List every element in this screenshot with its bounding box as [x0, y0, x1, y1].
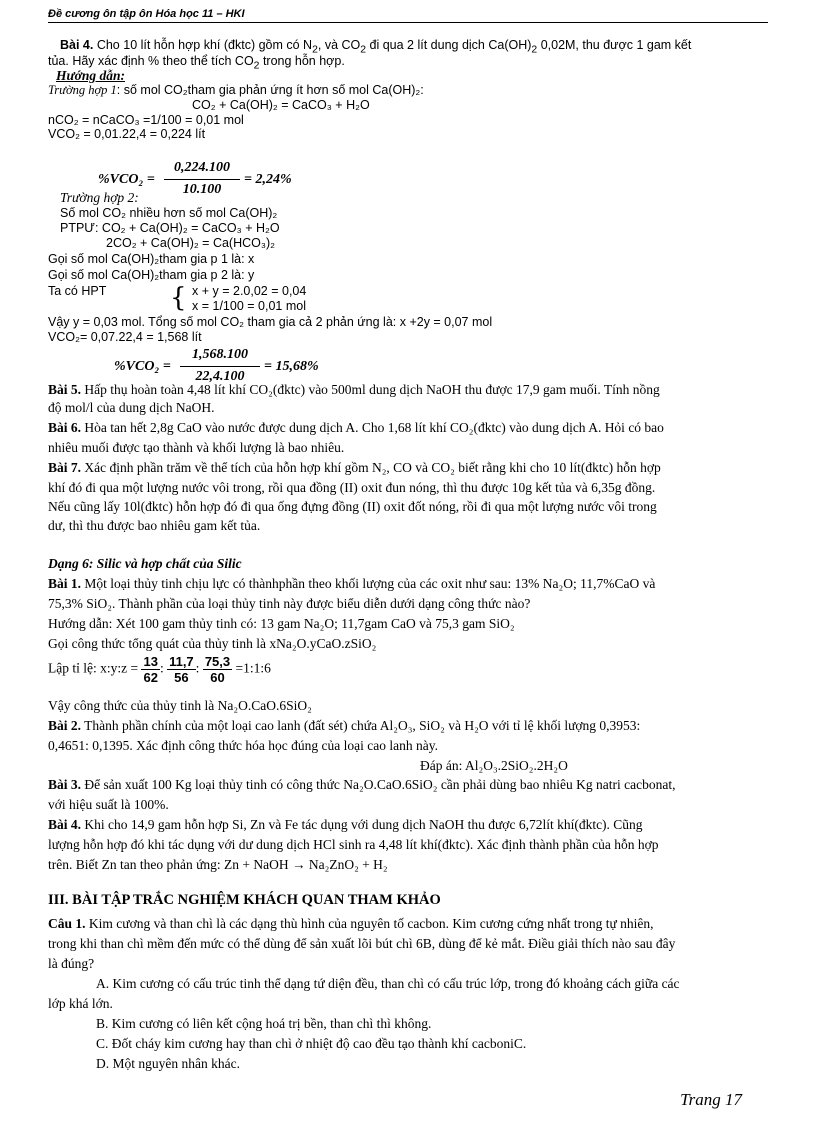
th2-percent-formula: [114, 347, 319, 387]
cau1-line3: là đúng?: [48, 956, 95, 971]
bai5-line2: độ mol/l của dung dịch NaOH.: [48, 400, 215, 415]
bai7-line1: [48, 460, 661, 475]
si-bai4-line1: [48, 817, 643, 832]
cau1-option-a: A. Kim cương có cấu trúc tinh thể dạng tứ diện đều, than chì có cấu trúc lớp, trong đó khoảng cách giữa các: [96, 976, 680, 991]
numerator: 75,3: [204, 654, 231, 669]
formula-result: = 15,68%: [264, 359, 319, 374]
bai4-text: , và CO: [317, 38, 361, 52]
cau1-line1: [48, 916, 654, 931]
si-bai3-line2: với hiệu suất là 100%.: [48, 797, 169, 812]
hpt-eq2: x = 1/100 = 0,01 mol: [192, 299, 306, 313]
si-bai2-line1: [48, 718, 640, 733]
page-number: Trang 17: [680, 1090, 742, 1109]
th2-line3: 2CO₂ + Ca(OH)₂ = Ca(HCO₃)₂: [106, 236, 275, 250]
bai4-text: 0,02M, thu được 1 gam kết: [537, 38, 692, 52]
bai6-line1: [48, 420, 664, 435]
cau1-line2: trong khi than chì mềm đến mức có thể dùng để sản xuất lõi bút chì 6B, dùng để kẻ mắt. Điều giải thích nào sau đây: [48, 936, 676, 951]
si-bai2-answer: Đáp án: Al₂O₃.2SiO₂.2H₂O: [420, 758, 568, 773]
huong-dan-heading: Hướng dẫn:: [56, 68, 125, 83]
th1-equation: CO₂ + Ca(OH)₂ = CaCO₃ + H₂O: [192, 98, 370, 112]
bai7-line4: dư, thì thu được bao nhiêu gam kết tủa.: [48, 518, 261, 533]
numerator: 13: [143, 654, 158, 669]
si-bai4-text: Khi cho 14,9 gam hỗn hợp Si, Zn và Fe tác dụng với dung dịch NaOH thu được 6,72lít khí(đktc). Cũng: [81, 817, 643, 832]
si-bai4-line2: lượng hỗn hợp đó khi tác dụng với dư dung dịch HCl sinh ra 4,48 lít khí(đktc). Xác định thành phần của hỗn hợp: [48, 837, 659, 852]
formula-result: = 2,24%: [244, 172, 292, 187]
cau1-option-d: D. Một nguyên nhân khác.: [96, 1056, 240, 1071]
th2-line4: Gọi số mol Ca(OH)₂tham gia p 1 là: x: [48, 252, 255, 266]
denominator: 56: [174, 670, 189, 685]
si-bai4-label: Bài 4.: [48, 817, 82, 832]
sub: 2: [253, 60, 260, 72]
bai6-text: Hòa tan hết 2,8g CaO vào nước được dung dịch A. Cho 1,68 lít khí CO₂(đktc) vào dung dịch A. Hỏi có bao: [81, 420, 664, 435]
th2-line7: Vậy y = 0,03 mol. Tổng số mol CO₂ tham gia cả 2 phản ứng là: x +2y = 0,07 mol: [48, 315, 493, 329]
sub: 2: [360, 44, 367, 56]
bai7-text: Xác định phần trăm về thể tích của hỗn hợp khí gồm N₂, CO và CO₂ biết rằng khi cho 10 lít(đktc) hỗn hợp: [81, 460, 661, 475]
cau1-text: Kim cương và than chì là các dạng thù hình của nguyên tố cacbon. Kim cương cứng nhất trong tự nhiên,: [85, 916, 654, 931]
cau1-option-b: B. Kim cương có liên kết cộng hoá trị bền, than chì thì không.: [96, 1016, 432, 1031]
ratio-fraction-3: [203, 654, 232, 685]
si-bai3-text: Để sản xuất 100 Kg loại thủy tinh có công thức Na₂O.CaO.6SiO₂ cần phải dùng bao nhiêu Kg natri cacbonat,: [81, 777, 676, 792]
formula-numerator: 0,224.100: [174, 160, 230, 175]
cau1-label: Câu 1.: [48, 916, 86, 931]
th2-line6: Ta có HPT: [48, 284, 107, 298]
section3-heading: III. BÀI TẬP TRẮC NGHIỆM KHÁCH QUAN THAM KHẢO: [48, 892, 441, 908]
ratio-result: =1:1:6: [235, 660, 271, 676]
system-brace: {: [170, 283, 187, 313]
bai4-text: tủa. Hãy xác định % theo thể tích CO: [48, 54, 254, 68]
si-bai4-line3: trên. Biết Zn tan theo phản ứng: Zn + NaOH → Na₂ZnO₂ + H₂: [48, 857, 388, 872]
th1-label: Trường hợp 1: [48, 83, 117, 97]
si-bai3-label: Bài 3.: [48, 777, 82, 792]
si-bai1-ratio: Lập tỉ lệ: x:y:z = $\frac{13}{62}$ : $\frac{11,7}{56}$ : $\frac{75,3}{60}$ =1:1:6: [48, 654, 271, 685]
formula-denominator: 22,4.100: [195, 369, 245, 384]
bai7-label: Bài 7.: [48, 460, 82, 475]
bai6-label: Bài 6.: [48, 420, 82, 435]
th1-line: [48, 83, 424, 97]
page-header: Đề cương ôn tập ôn Hóa học 11 – HKI: [48, 8, 768, 23]
sub: 2: [312, 44, 318, 56]
ratio-label: Lập tỉ lệ: x:y:z =: [48, 660, 139, 676]
cau1-option-c: C. Đốt cháy kim cương hay than chì ở nhiệt độ cao đều tạo thành khí cacboniC.: [96, 1036, 527, 1051]
si-bai2-text: Thành phần chính của một loại cao lanh (đất sét) chứa Al₂O₃, SiO₂ và H₂O với tỉ lệ khối lượng 0,3953:: [81, 718, 641, 733]
si-bai1-line3: Hướng dẫn: Xét 100 gam thủy tinh có: 13 gam Na₂O; 11,7gam CaO và 75,3 gam SiO₂: [48, 616, 515, 631]
bai4-text: đi qua 2 lít dung dịch Ca(OH): [366, 38, 532, 52]
si-bai2-label: Bài 2.: [48, 718, 82, 733]
bai4-text: Cho 10 lít hỗn hợp khí (đktc) gồm có N: [93, 38, 313, 52]
fraction-bar: [164, 179, 240, 180]
cau1-option-a-cont: lớp khá lớn.: [48, 996, 113, 1011]
formula-numerator: 1,568.100: [192, 347, 248, 362]
th1-vco2: VCO₂ = 0,01.22,4 = 0,224 lít: [48, 127, 206, 141]
th2-label: Trường hợp 2:: [60, 190, 139, 205]
si-bai1-text: Một loại thủy tinh chịu lực có thànhphần theo khối lượng của các oxit như sau: 13% Na₂O; 11,7%CaO và: [81, 576, 656, 591]
bai4-label: Bài 4.: [60, 38, 94, 52]
fraction-bar: [180, 366, 260, 367]
si-bai1-line6: Vậy công thức của thủy tinh là Na₂O.CaO.6SiO₂: [48, 698, 312, 713]
bai7-line3: Nếu cũng lấy 10l(đktc) hỗn hợp đó đi qua ống đựng đồng (II) oxit đốt nóng, rồi đi qua một lượng nước vôi trong: [48, 499, 657, 514]
formula-lhs: %VCO₂ =: [114, 359, 171, 374]
si-bai1-label: Bài 1.: [48, 576, 82, 591]
denominator: 62: [143, 670, 158, 685]
th1-ncos: nCO₂ = nCaCO₃ =1/100 = 0,01 mol: [48, 113, 244, 127]
si-bai1-line4: Gọi công thức tổng quát của thủy tinh là xNa₂O.yCaO.zSiO₂: [48, 636, 377, 651]
formula-lhs: %VCO₂ =: [98, 172, 155, 187]
numerator: 11,7: [169, 654, 194, 669]
formula-denominator: 10.100: [182, 182, 222, 197]
si-bai1-line1: [48, 576, 655, 591]
sub: 2: [531, 44, 538, 56]
th2-line5: Gọi số mol Ca(OH)₂tham gia p 2 là: y: [48, 268, 255, 282]
si-bai2-line2: 0,4651: 0,1395. Xác định công thức hóa học đúng của loại cao lanh này.: [48, 738, 438, 753]
th2-line8: VCO₂= 0,07.22,4 = 1,568 lít: [48, 330, 202, 344]
hpt-eq1: x + y = 2.0,02 = 0,04: [192, 284, 307, 298]
si-bai3-line1: [48, 777, 675, 792]
th2-line2: PTPƯ: CO₂ + Ca(OH)₂ = CaCO₃ + H₂O: [60, 221, 280, 235]
dang6-heading: Dạng 6: Silic và hợp chất của Silic: [48, 556, 242, 571]
th2-line1: Số mol CO₂ nhiều hơn số mol Ca(OH)₂: [60, 206, 278, 220]
si-bai1-line2: 75,3% SiO₂. Thành phần của loại thủy tinh này được biểu diễn dưới dạng công thức nào?: [48, 596, 531, 611]
bai7-line2: khí đó đi qua một lượng nước vôi trong, rồi qua đồng (II) oxit đun nóng, thì thu được 10g kết tủa và 6,35g đồng.: [48, 480, 656, 495]
bai4-text: trong hỗn hợp.: [259, 54, 345, 68]
ratio-fraction-2: [167, 654, 196, 685]
bai5-text: Hấp thụ hoàn toàn 4,48 lít khí CO₂(đktc) vào 500ml dung dịch NaOH thu được 17,9 gam muối. Tính nồng: [81, 382, 660, 397]
th1-text: : số mol CO₂tham gia phản ứng ít hơn số mol Ca(OH)₂:: [116, 83, 424, 97]
bai5-label: Bài 5.: [48, 382, 82, 397]
ratio-fraction-1: [141, 654, 159, 685]
bai5-line1: [48, 382, 660, 397]
bai6-line2: nhiêu muối được tạo thành và khối lượng là bao nhiêu.: [48, 440, 345, 455]
denominator: 60: [210, 670, 225, 685]
